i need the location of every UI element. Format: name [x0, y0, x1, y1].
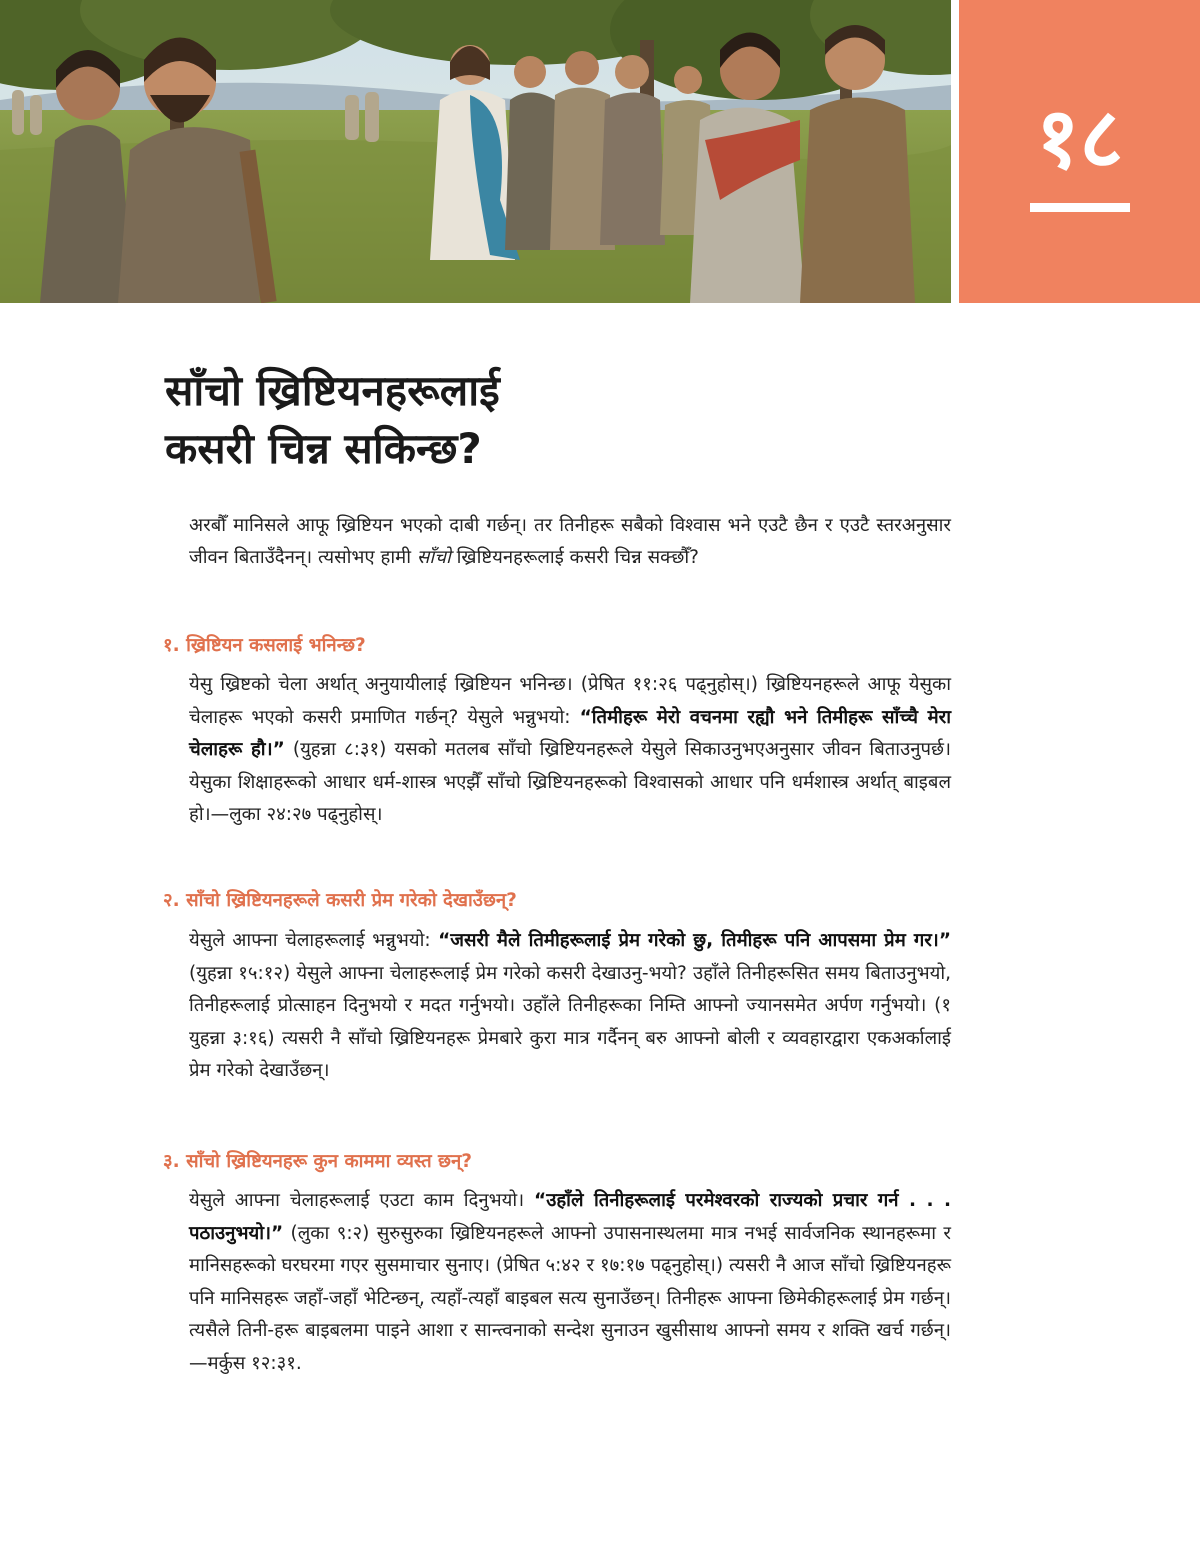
answer-text: (लुका ९:२) सुरुसुरुका ख्रिष्टियनहरूले आफ्नो उपासनास्थलमा मात्र नभई सार्वजनिक स्थानहरूमा र मानिसहरूको घरघरमा गएर सुसमाचार सुनाए। (प्रेषित ५:४२ र १७:१७ पढ्नुहोस्।) त्यसरी नै आज साँचो ख्रिष्टियनहरू पनि मानिसहरू जहाँ-जहाँ भेटिन्छन्, त्यहाँ-त्यहाँ बाइबल सत्य सुनाउँछन्। तिनीहरू आफ्ना छिमेकीहरूलाई प्रेम गर्छन्। त्यसैले तिनी-हरू बाइबलमा पाइने आशा र सान्त्वनाको सन्देश सुनाउन खुसीसाथ आफ्नो समय र शक्ति खर्च गर्छन्।—मर्कुस १२:३१. [189, 1222, 951, 1374]
answer-text: (युहन्ना ८:३१) यसको मतलब साँचो ख्रिष्टियनहरूले येसुले सिकाउनुभएअनुसार जीवन बिताउनुपर्छ। येसुका शिक्षाहरूको आधार धर्म-शास्त्र भएझैँ साँचो ख्रिष्टियनहरूको विश्वासको आधार पनि धर्मशास्त्र अर्थात् बाइबल हो।—लुका २४:२७ पढ्नुहोस्। [189, 739, 951, 825]
chapter-number: १८ [1035, 89, 1124, 187]
answer-paragraph-1 [189, 669, 951, 832]
illustration-jesus-with-disciples-icon [0, 0, 951, 303]
header-divider [951, 0, 959, 303]
question-heading-3: ३. साँचो ख्रिष्टियनहरू कुन काममा व्यस्त छन्? [163, 1151, 473, 1172]
page-title [165, 362, 925, 478]
intro-text: अरबौँ मानिसले आफू ख्रिष्टियन भएको दाबी गर्छन्। तर तिनीहरू सबैको विश्वास भने एउटै छैन र एउटै स्तरअनुसार जीवन बिताउँदैनन्। त्यसोभए हामी [189, 515, 951, 568]
question-heading-2: २. साँचो ख्रिष्टियनहरूले कसरी प्रेम गरेको देखाउँछन्? [163, 890, 517, 911]
scripture-quote: “उहाँले तिनीहरूलाई परमेश्‍वरको राज्यको प्रचार गर्न . . . पठाउनुभयो।” [189, 1190, 951, 1244]
question-heading-1: १. ख्रिष्टियन कसलाई भनिन्छ? [163, 635, 366, 656]
intro-paragraph [189, 510, 951, 574]
chapter-badge [959, 0, 1200, 303]
answer-text: येसु ख्रिष्टको चेला अर्थात् अनुयायीलाई ख्रिष्टियन भनिन्छ। (प्रेषित ११:२६ पढ्नुहोस्।) ख्रिष्टियनहरूले आफू येसुका चेलाहरू भएको कसरी प्रमाणित गर्छन्? येसुले भन्नुभयो: [189, 674, 951, 728]
answer-text: येसुले आफ्ना चेलाहरूलाई भन्नुभयो: [189, 930, 439, 951]
answer-text: (युहन्ना १५:१२) येसुले आफ्ना चेलाहरूलाई प्रेम गरेको कसरी देखाउनु-भयो? उहाँले तिनीहरूसित समय बिताउनुभयो, तिनीहरूलाई प्रोत्साहन दिनुभयो र मदत गर्नुभयो। उहाँले तिनीहरूका निम्ति आफ्नो ज्यानसमेत अर्पण गर्नुभयो। (१ युहन्ना ३:१६) त्यसरी नै साँचो ख्रिष्टियनहरू प्रेमबारे कुरा मात्र गर्दैनन् बरु आफ्नो बोली र व्यवहारद्वारा एकअर्कालाई प्रेम गरेको देखाउँछन्। [189, 962, 951, 1081]
intro-italic: साँचो [416, 547, 451, 568]
scripture-quote: “तिमीहरू मेरो वचनमा रह्यौ भने तिमीहरू साँच्चै मेरा चेलाहरू हौ।” [189, 706, 951, 760]
answer-paragraph-2 [189, 925, 951, 1088]
intro-text-end: ख्रिष्टियनहरूलाई कसरी चिन्न सक्छौँ? [450, 547, 699, 568]
scripture-quote: “जसरी मैले तिमीहरूलाई प्रेम गरेको छु, तिमीहरू पनि आपसमा प्रेम गर।” [438, 930, 951, 951]
header-illustration [0, 0, 951, 303]
page-title-line-2: कसरी चिन्न सकिन्छ? [165, 424, 482, 473]
answer-text: येसुले आफ्ना चेलाहरूलाई एउटा काम दिनुभयो। [189, 1190, 535, 1211]
chapter-underline [1030, 203, 1130, 212]
answer-paragraph-3 [189, 1185, 951, 1380]
page-title-line-1: साँचो ख्रिष्टियनहरूलाई [165, 366, 500, 415]
